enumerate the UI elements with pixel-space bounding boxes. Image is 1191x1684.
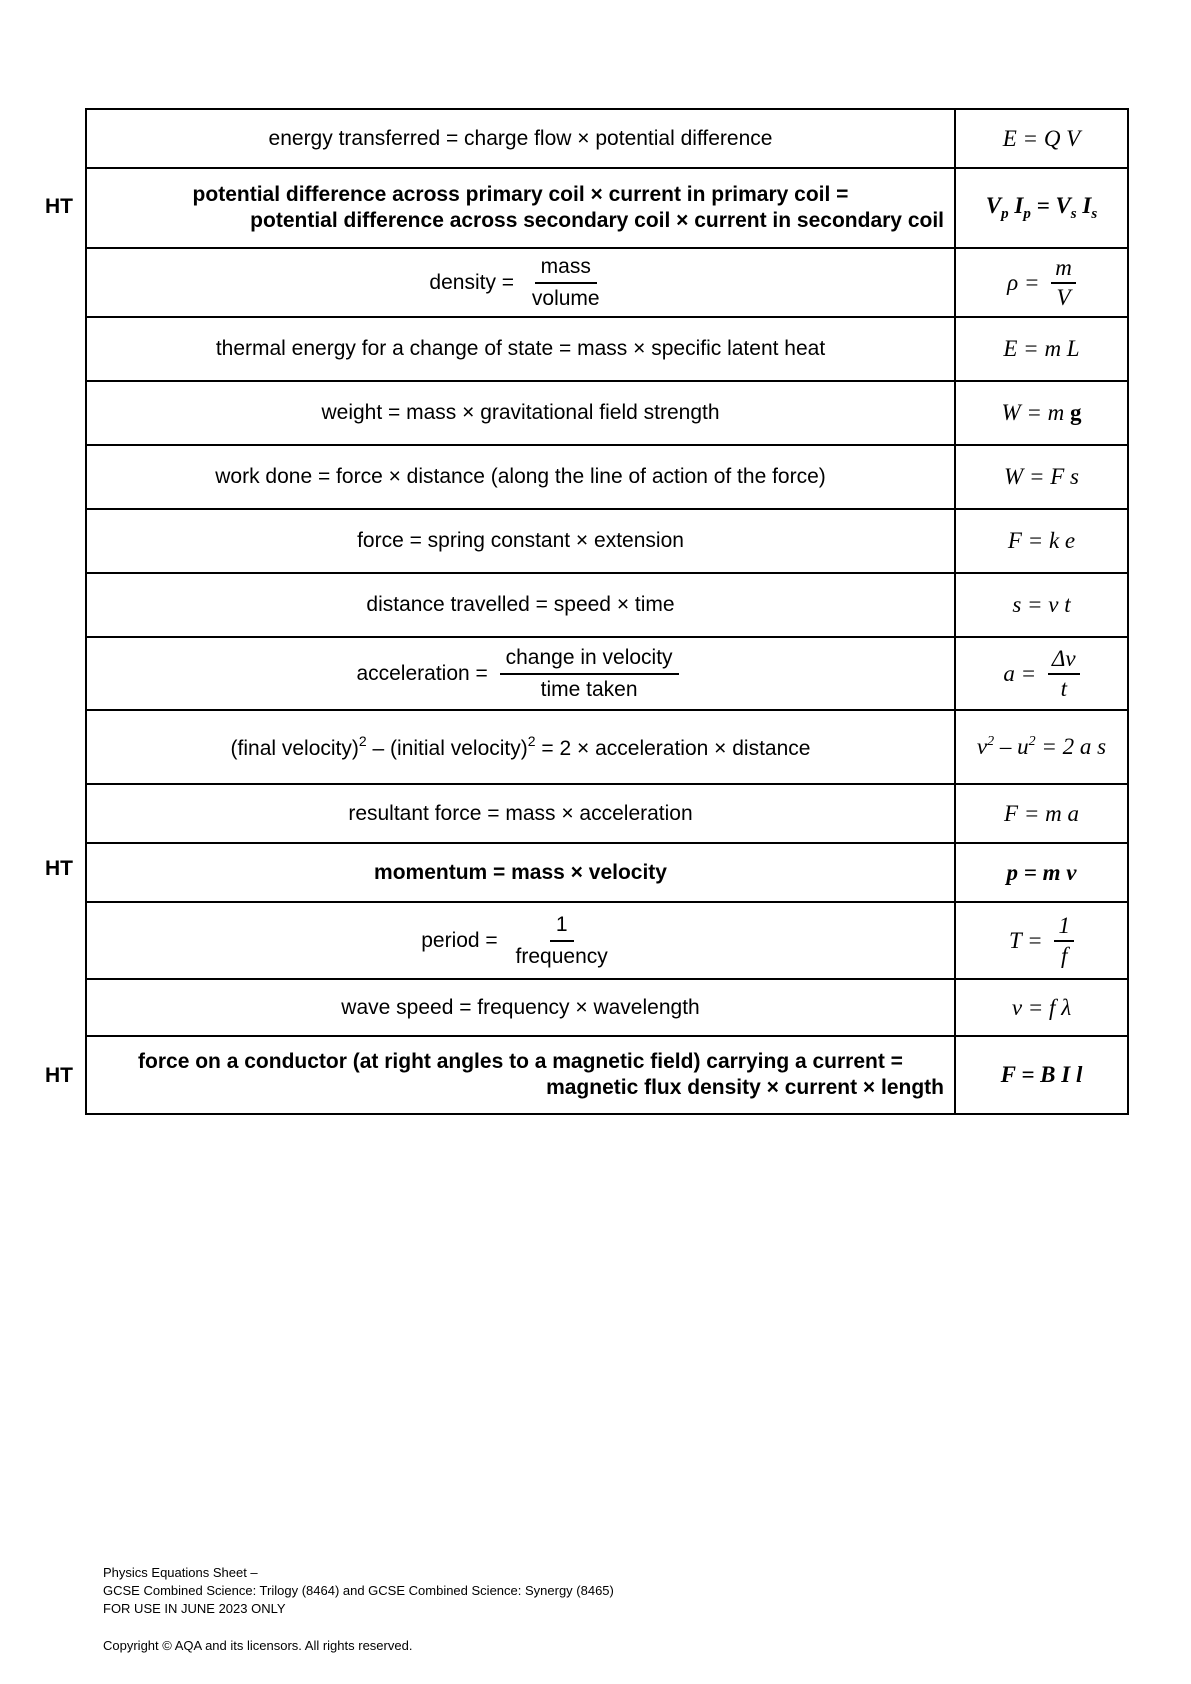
- equations-table: [85, 108, 1129, 1115]
- equation-line-2: magnetic flux density × current × length: [546, 1076, 944, 1099]
- symbol-part: = 2 a s: [1035, 734, 1107, 759]
- equation-symbol: F = B I l: [955, 1036, 1128, 1114]
- equation-words: distance travelled = speed × time: [86, 573, 955, 637]
- equation-words: [86, 1036, 955, 1114]
- equation-lhs: acceleration =: [356, 661, 488, 685]
- symbol-lhs: T =: [1009, 927, 1043, 953]
- numerator: Δv: [1048, 646, 1080, 675]
- table-row: [86, 509, 1128, 573]
- equation-symbol: F = m a: [955, 784, 1128, 843]
- equation-line-1: potential difference across primary coil × current in primary coil =: [192, 183, 849, 206]
- symbol-part: I: [1008, 193, 1024, 218]
- numerator: m: [1051, 255, 1076, 284]
- denominator: f: [1061, 942, 1068, 968]
- footer-line: GCSE Combined Science: Trilogy (8464) and GCSE Combined Science: Synergy (8465): [103, 1583, 614, 1598]
- symbol-subscript: p: [1023, 206, 1031, 222]
- denominator: t: [1060, 675, 1067, 701]
- equation-symbol: [955, 381, 1128, 445]
- table-row: [86, 1036, 1128, 1114]
- numerator: 1: [550, 912, 574, 942]
- denominator: time taken: [540, 677, 638, 701]
- equation-symbol: [955, 248, 1128, 317]
- footer-title: [103, 1564, 614, 1618]
- equation-words: force = spring constant × extension: [86, 509, 955, 573]
- table-row: [86, 168, 1128, 248]
- equation-words: wave speed = frequency × wavelength: [86, 979, 955, 1036]
- fraction: [526, 254, 606, 312]
- symbol-lhs: a =: [1003, 660, 1037, 686]
- equation-symbol: E = Q V: [955, 109, 1128, 168]
- table-row: [86, 573, 1128, 637]
- equation-symbol: s = v t: [955, 573, 1128, 637]
- copyright: Copyright © AQA and its licensors. All rights reserved.: [103, 1638, 413, 1653]
- symbol-fraction: [1048, 646, 1080, 702]
- superscript: 2: [527, 733, 536, 749]
- table-row: [86, 979, 1128, 1036]
- table-row: [86, 902, 1128, 979]
- equation-symbol: W = F s: [955, 445, 1128, 509]
- numerator: change in velocity: [500, 645, 679, 675]
- denominator: frequency: [515, 944, 608, 968]
- symbol-subscript: s: [1070, 206, 1077, 222]
- equation-symbol: p = m v: [955, 843, 1128, 902]
- table-row: [86, 381, 1128, 445]
- equation-symbol: [955, 902, 1128, 979]
- equation-words: [86, 710, 955, 784]
- equation-part: – (initial velocity): [366, 737, 528, 760]
- numerator: mass: [535, 254, 597, 284]
- ht-label: HT: [45, 1064, 73, 1087]
- denominator: volume: [531, 286, 600, 310]
- table-row: [86, 843, 1128, 902]
- ht-label: HT: [45, 195, 73, 218]
- equation-lhs: density =: [429, 270, 515, 294]
- fraction: [510, 912, 614, 970]
- symbol-part: W = m: [1001, 400, 1071, 425]
- equation-symbol: v = f λ: [955, 979, 1128, 1036]
- equation-words: resultant force = mass × acceleration: [86, 784, 955, 843]
- symbol-fraction: [1051, 255, 1076, 311]
- equation-symbol: [955, 710, 1128, 784]
- equation-words: [86, 248, 955, 317]
- footer-line: Physics Equations Sheet –: [103, 1565, 258, 1580]
- equation-symbol: F = k e: [955, 509, 1128, 573]
- symbol-part: I: [1076, 193, 1092, 218]
- symbol-part: v: [976, 734, 988, 759]
- fraction: [500, 645, 679, 703]
- equation-words: work done = force × distance (along the line of action of the force): [86, 445, 955, 509]
- table-row: [86, 784, 1128, 843]
- table-row: [86, 109, 1128, 168]
- equation-words: thermal energy for a change of state = mass × specific latent heat: [86, 317, 955, 381]
- table-row: [86, 710, 1128, 784]
- table-row: [86, 317, 1128, 381]
- table-row: [86, 637, 1128, 710]
- equation-words: energy transferred = charge flow × potential difference: [86, 109, 955, 168]
- symbol-subscript: s: [1091, 206, 1098, 222]
- symbol-lhs: ρ =: [1007, 269, 1040, 295]
- table-row: [86, 445, 1128, 509]
- equation-words: weight = mass × gravitational field strength: [86, 381, 955, 445]
- superscript: 2: [358, 733, 367, 749]
- equation-words: momentum = mass × velocity: [86, 843, 955, 902]
- symbol-part: g: [1070, 400, 1082, 425]
- symbol-fraction: [1054, 913, 1074, 969]
- equation-words: [86, 902, 955, 979]
- symbol-part: = V: [1030, 193, 1071, 218]
- equation-symbol: E = m L: [955, 317, 1128, 381]
- equation-symbol: [955, 168, 1128, 248]
- table-row: [86, 248, 1128, 317]
- superscript: 2: [987, 734, 995, 749]
- equation-part: (final velocity): [230, 737, 359, 760]
- superscript: 2: [1028, 734, 1036, 749]
- equation-lhs: period =: [421, 928, 498, 952]
- equation-line-1: force on a conductor (at right angles to a magnetic field) carrying a current =: [138, 1050, 903, 1073]
- symbol-subscript: p: [1001, 206, 1009, 222]
- equation-symbol: [955, 637, 1128, 710]
- ht-label: HT: [45, 857, 73, 880]
- numerator: 1: [1054, 913, 1074, 942]
- equation-words: [86, 168, 955, 248]
- footer-line: FOR USE IN JUNE 2023 ONLY: [103, 1601, 286, 1616]
- symbol-part: – u: [994, 734, 1029, 759]
- denominator: V: [1056, 284, 1071, 310]
- equation-line-2: potential difference across secondary coil × current in secondary coil: [250, 209, 944, 232]
- equation-part: = 2 × acceleration × distance: [535, 737, 811, 760]
- symbol-part: V: [985, 193, 1002, 218]
- equation-words: [86, 637, 955, 710]
